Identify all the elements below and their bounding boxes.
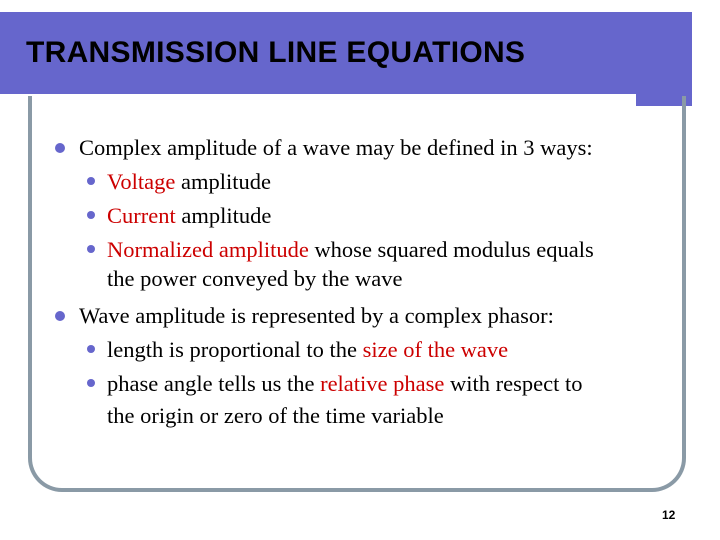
sub-bullet-dot-icon — [87, 177, 95, 185]
bullet-dot-icon — [55, 143, 65, 153]
sub-bullet-current — [107, 203, 271, 229]
sub-bullet-length — [107, 337, 508, 363]
bullet-dot-icon — [55, 311, 65, 321]
sub-bullet-phase-text: phase angle tells us the — [107, 371, 321, 396]
sub-bullet-dot-icon — [87, 379, 95, 387]
sub-bullet-voltage — [107, 169, 271, 195]
sub-bullet-dot-icon — [87, 245, 95, 253]
bullet-1-text: Complex amplitude of a wave may be defined in 3 ways: — [79, 135, 593, 160]
sub-bullet-phase-continuation: the origin or zero of the time variable — [107, 403, 444, 428]
sub-bullet-length-text: length is proportional to the — [107, 337, 363, 362]
sub-bullet-current-highlight: Current — [107, 203, 176, 228]
sub-bullet-current-text: amplitude — [175, 203, 272, 228]
slide-title: TRANSMISSION LINE EQUATIONS — [26, 36, 526, 69]
sub-bullet-normalized-text: whose squared modulus equals — [308, 237, 594, 262]
sub-bullet-normalized — [107, 237, 594, 263]
sub-bullet-phase-text-end: with respect to — [444, 371, 583, 396]
sub-bullet-phase-highlight: relative phase — [320, 371, 445, 396]
sub-bullet-voltage-text: amplitude — [175, 169, 271, 194]
sub-bullet-length-highlight: size of the wave — [362, 337, 509, 362]
sub-bullet-normalized-continuation: the power conveyed by the wave — [107, 266, 403, 291]
sub-bullet-dot-icon — [87, 345, 95, 353]
sub-bullet-dot-icon — [87, 211, 95, 219]
page-number: 12 — [662, 508, 676, 522]
sub-bullet-voltage-highlight: Voltage — [107, 169, 176, 194]
sub-bullet-phase — [107, 371, 582, 397]
bullet-2-text: Wave amplitude is represented by a complex phasor: — [79, 303, 554, 328]
sub-bullet-normalized-highlight: Normalized amplitude — [107, 237, 309, 262]
